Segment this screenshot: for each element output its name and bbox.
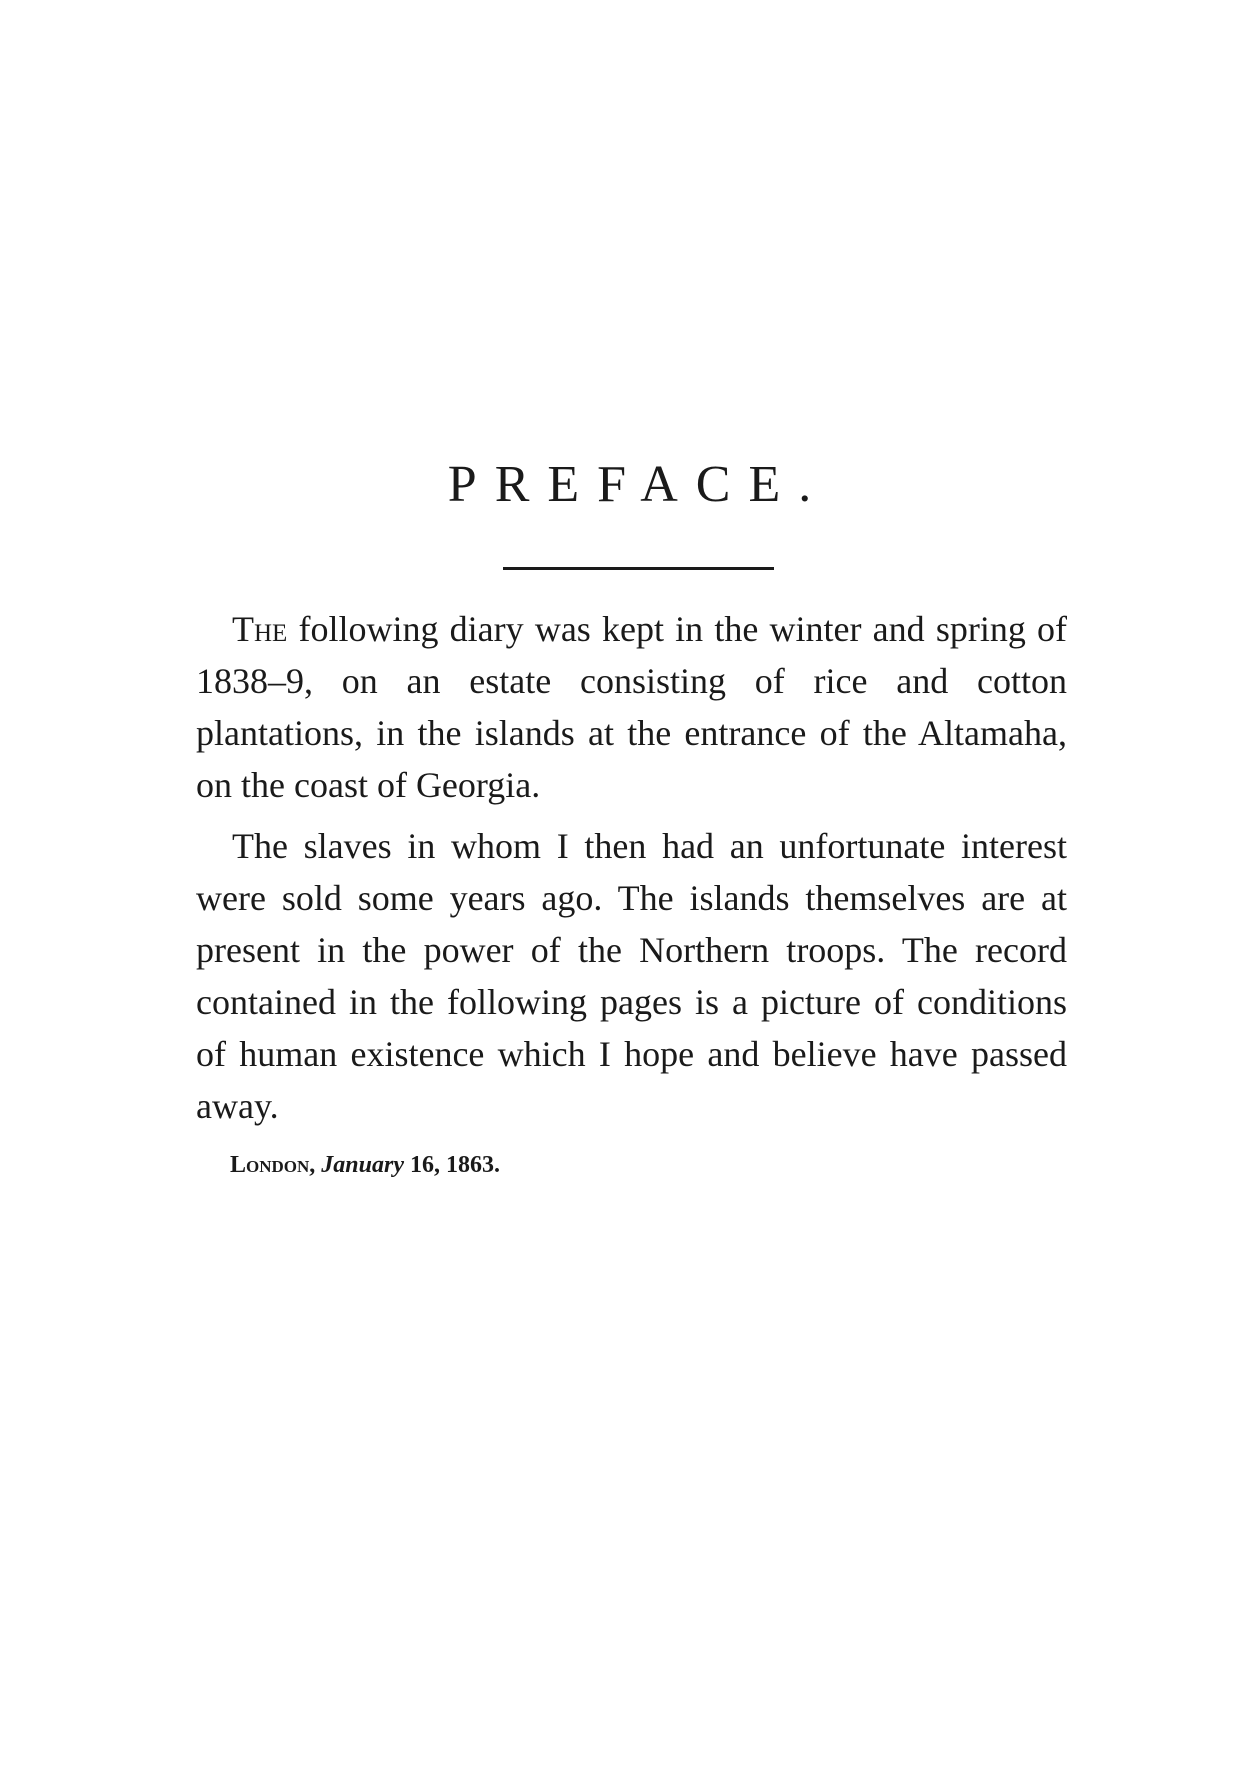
paragraph-1-text: following diary was kept in the winter and spring of 1838–9, on an estate consisting of rice and cotton plantations, in the islands at the entrance of the Altamaha, on the coast of Georgia.: [196, 609, 1067, 805]
paragraph-2: The slaves in whom I then had an unfortunate interest were sold some years ago. The islands themselves are at present in the power of the Northern troops. The record contained in the following pages is a picture of conditions of human existence which I hope and believe have passed away.: [196, 826, 1067, 1126]
signoff-place: London,: [230, 1152, 316, 1178]
title-rule: [503, 567, 774, 570]
signoff-month: January: [321, 1152, 404, 1178]
signoff-line: [230, 1149, 500, 1181]
signoff-day-year: 16, 1863.: [409, 1152, 500, 1178]
preface-body: [196, 603, 1067, 1132]
page-title: PREFACE.: [447, 456, 830, 513]
paragraph-1-lead: The: [232, 609, 288, 649]
paragraph-1: [196, 603, 1067, 811]
